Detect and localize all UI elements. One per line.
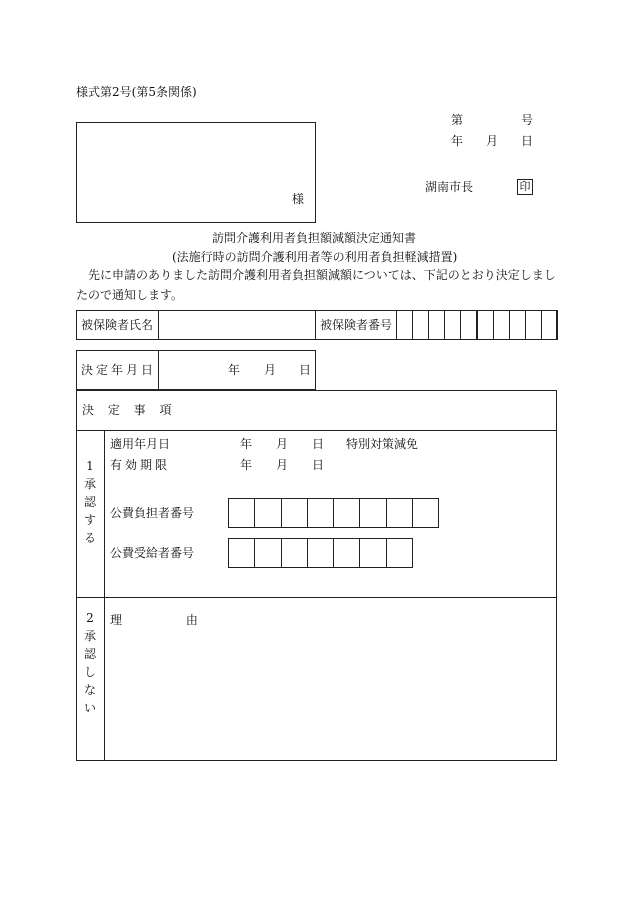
public-payer-digit-box[interactable] — [386, 498, 413, 528]
insured-name-label: 被保険者氏名 — [81, 318, 154, 332]
public-payer-digit-box[interactable] — [333, 498, 360, 528]
issuer-name: 湖南市長 — [425, 180, 474, 194]
public-recipient-digit-box[interactable] — [333, 538, 360, 568]
reason-label: 理 由 — [110, 613, 228, 627]
approve-side-label: 1 承 認 す る — [84, 459, 97, 545]
insured-number-digit-box[interactable] — [444, 310, 461, 340]
special-measure-label: 特別対策減免 — [346, 437, 419, 451]
insured-number-boxes[interactable] — [396, 310, 557, 340]
public-recipient-digit-box[interactable] — [359, 538, 386, 568]
public-payer-label: 公費負担者番号 — [110, 506, 195, 520]
body-text-line2: たので通知します。 — [76, 288, 184, 302]
apply-year: 年 — [240, 437, 253, 451]
public-payer-digit-box[interactable] — [359, 498, 386, 528]
apply-date-label: 適用年月日 — [110, 437, 171, 451]
public-payer-digit-box[interactable] — [281, 498, 308, 528]
insured-number-digit-box[interactable] — [525, 310, 542, 340]
number-prefix: 第 — [451, 113, 464, 127]
decision-day: 日 — [299, 363, 312, 377]
seal-mark: 印 — [517, 179, 533, 195]
valid-month: 月 — [276, 458, 289, 472]
number-suffix: 号 — [521, 113, 534, 127]
insured-number-digit-box[interactable] — [428, 310, 445, 340]
insured-number-digit-box[interactable] — [509, 310, 526, 340]
decision-month: 月 — [264, 363, 277, 377]
addressee-honorific: 様 — [292, 192, 305, 206]
public-payer-digit-box[interactable] — [412, 498, 439, 528]
insured-name-field[interactable] — [160, 312, 313, 338]
issue-month: 月 — [486, 134, 499, 148]
insured-number-label: 被保険者番号 — [320, 318, 393, 332]
issue-year: 年 — [451, 134, 464, 148]
deny-side-label: 2 承 認 し な い — [84, 611, 97, 715]
valid-day: 日 — [312, 458, 325, 472]
document-title: 訪問介護利用者負担額減額決定通知書 — [212, 231, 417, 245]
public-recipient-digit-box[interactable] — [307, 538, 334, 568]
public-recipient-number-boxes[interactable] — [228, 538, 412, 568]
insured-number-digit-box[interactable] — [493, 310, 510, 340]
public-payer-number-boxes[interactable] — [228, 498, 438, 528]
decision-year: 年 — [228, 363, 241, 377]
reason-field[interactable] — [108, 632, 552, 756]
public-recipient-label: 公費受給者番号 — [110, 546, 195, 560]
apply-month: 月 — [276, 437, 289, 451]
apply-day: 日 — [312, 437, 325, 451]
form-number: 様式第2号(第5条関係) — [76, 85, 197, 99]
public-payer-digit-box[interactable] — [307, 498, 334, 528]
valid-year: 年 — [240, 458, 253, 472]
body-text-line1: 先に申請のありました訪問介護利用者負担額減額については、下記のとおり決定しまし — [88, 268, 556, 282]
addressee-box — [76, 122, 316, 223]
insured-number-digit-box[interactable] — [460, 310, 477, 340]
public-recipient-digit-box[interactable] — [254, 538, 281, 568]
decision-date-label: 決定年月日 — [81, 363, 157, 377]
public-recipient-digit-box[interactable] — [386, 538, 413, 568]
insured-number-digit-box[interactable] — [477, 310, 494, 340]
issue-day: 日 — [521, 134, 534, 148]
insured-number-digit-box[interactable] — [541, 310, 558, 340]
document-subtitle: (法施行時の訪問介護利用者等の利用者負担軽減措置) — [172, 250, 458, 264]
decision-matters-label: 決 定 事 項 — [82, 403, 177, 417]
insured-number-digit-box[interactable] — [396, 310, 413, 340]
valid-period-label: 有効期限 — [110, 458, 171, 472]
public-recipient-digit-box[interactable] — [228, 538, 255, 568]
insured-number-digit-box[interactable] — [412, 310, 429, 340]
public-recipient-digit-box[interactable] — [281, 538, 308, 568]
public-payer-digit-box[interactable] — [228, 498, 255, 528]
public-payer-digit-box[interactable] — [254, 498, 281, 528]
